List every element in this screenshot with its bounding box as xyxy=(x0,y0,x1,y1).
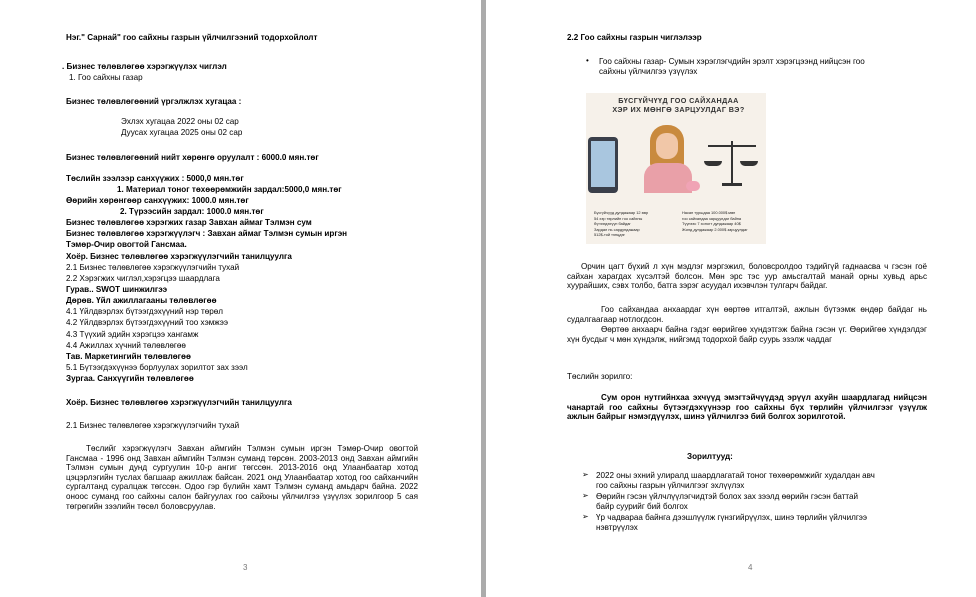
piggy-bank-icon xyxy=(686,181,700,191)
objective-text: гоо сайхны газрын үйлчилгээг эхлүүлэх xyxy=(596,481,745,490)
doc-line: Бизнес төлөвлөгөөний нийт хөрөнгө оруулалт : 6000.0 мян.төг xyxy=(66,153,319,162)
infographic-title-line: БҮСГҮЙЧҮҮД ГОО САЙХАНДАА xyxy=(618,96,739,105)
infographic-text: Түүнээс 7 хоногт дундажаар 40$ xyxy=(682,221,741,227)
bullet-text: Гоо сайхны газар- Сумын хэрэглэгчдийн эрэлт хэрэгцээнд нийцсэн гоо xyxy=(599,57,865,66)
objective-text: 2022 оны эхний улиралд шаардлагатай тоног төхөөрөмжийг худалдан авч xyxy=(596,471,875,480)
document-page-4 xyxy=(486,0,976,597)
page-heading: Нэг." Сарнай" гоо сайхны газрын үйлчилгээний тодорхойлолт xyxy=(66,33,318,42)
infographic-left-text xyxy=(594,210,648,238)
doc-line: 4.2 Үйлдвэрлэх бүтээгдэхүүний тоо хэмжээ xyxy=(66,318,228,327)
doc-line: Төслийн зээлээр санхүүжих : 5000,0 мян.төг xyxy=(66,174,244,183)
doc-line: Тэмөр-Очир овогтой Гансмаа. xyxy=(66,240,187,249)
bullet-dot: • xyxy=(586,56,589,65)
doc-line: . Бизнес төлөвлөгөө хэрэгжүүлэх чиглэл xyxy=(62,62,227,71)
doc-line: 2.1 Бизнес төлөвлөгөө хэрэгжүүлэгчийн тухай xyxy=(66,421,240,430)
doc-line: 2. Түрээсийн зардал: 1000.0 мян.төг xyxy=(120,207,264,216)
arrow-bullet-icon: ➢ xyxy=(582,491,589,500)
section-heading: Хоёр. Бизнес төлөвлөгөө хэрэгжүүлэгчийн танилцуулга xyxy=(66,398,292,407)
doc-line: Өөрийн хөрөнгөөр санхүүжих: 1000.0 мян.төг xyxy=(66,196,249,205)
scale-icon xyxy=(704,137,760,189)
doc-line: Хоёр. Бизнес төлөвлөгөө хэрэгжүүлэгчийн танилцуулга xyxy=(66,252,292,261)
body-paragraph: Гоо сайхандаа анхаардаг хүн өөртөө итгалтэй, ажлын бүтээмж өндөр байдаг нь судалгаагаар нотлогдсон. xyxy=(567,305,927,324)
doc-line: 1. Материал тоног төхөөрөмжийн зардал:5000,0 мян.төг xyxy=(117,185,342,194)
page-number: 4 xyxy=(748,563,753,572)
infographic-title-line: ХЭР ИХ МӨНГӨ ЗАРЦУУЛДАГ ВЭ? xyxy=(612,105,745,114)
infographic-text: 54 хэр төрлийн гоо сайхны xyxy=(594,215,643,221)
arrow-bullet-icon: ➢ xyxy=(582,470,589,479)
doc-line: Дөрөв. Үйл ажиллагааны төлөвлөгөө xyxy=(66,296,217,305)
doc-line: 4.1 Үйлдвэрлэх бүтээгдэхүүний нэр төрөл xyxy=(66,307,223,316)
doc-line: 1. Гоо сайхны газар xyxy=(69,73,143,82)
infographic-right-text xyxy=(682,210,748,232)
infographic-text: гоо сайхандаа зарцуулдаг байна xyxy=(682,215,742,221)
doc-line: Тав. Маркетингийн төлөвлөгөө xyxy=(66,352,191,361)
arrow-bullet-icon: ➢ xyxy=(582,512,589,521)
infographic-title xyxy=(596,96,761,114)
doc-line: 4.4 Ажиллах хүчний төлөвлөгөө xyxy=(66,341,186,350)
doc-line: 2.1 Бизнес төлөвлөгөө хэрэгжүүлэгчийн тухай xyxy=(66,263,240,272)
infographic-text: Насан туршдаа 100.000$ мөн xyxy=(682,210,736,215)
infographic-text: 512$-той тэнцдэг xyxy=(594,232,625,238)
body-paragraph: Өөртөө анхаарч байна гэдэг өөрийгөө хүндэтгэж байна гэсэн үг. Өөрийгөө хүндэлдэг хүн бусдыг ч мөн хүндэлж, нийгэмд тодорхой байр суурь эзэлж чаддаг xyxy=(567,325,927,344)
doc-line: Бизнес төлөвлөгөөний үргэлжлэх хугацаа : xyxy=(66,97,242,106)
doc-line: Зургаа. Санхүүгийн төлөвлөгөө xyxy=(66,374,194,383)
infographic-text: Жилд дундажаар 2.000$ зарцуулдаг xyxy=(682,226,748,232)
page-heading: 2.2 Гоо сайхны газрын чиглэлээр xyxy=(567,33,702,42)
goal-heading: Төслийн зорилго: xyxy=(567,372,633,381)
infographic-text: Зардал нь сардундажаар xyxy=(594,226,640,232)
phone-icon xyxy=(588,137,618,193)
page-number: 3 xyxy=(243,563,248,572)
doc-line: 5.1 Бүтээгдэхүүнээ борлуулах зорилтот зах зээл xyxy=(66,363,248,372)
body-paragraph: Орчин цагт бүхий л хүн мэдлэг мэргэжил, боловсролдоо тэдийгүй гаднаасва ч гэсэн гоё сайхан харагдах хүсэлтэй болсон. Мөн эрс тэс уур амьсгалтай манай орны хувьд арьс хуурайших, сэвх толбо, батга зэрэг асуудал ихэвчлэн тулгарч байдаг. xyxy=(567,262,927,291)
objective-text: Үр чадвараа байнга дээшлүүлж гүнзгийрүүлэх, шинэ төрлийн үйлчилгээ xyxy=(596,513,868,522)
objective-text: байр суурийг бий болгох xyxy=(596,502,688,511)
infographic-image xyxy=(586,93,766,244)
objective-text: Өөрийн гэсэн үйлчлүүлэгчидтэй болох зах зээлд өөрийн гэсэн баттай xyxy=(596,492,859,501)
doc-line: Гурав.. SWOT шинжилгээ xyxy=(66,285,168,294)
objective-text: нэвтрүүлэх xyxy=(596,523,638,532)
doc-line: Дуусах хугацаа 2025 оны 02 сар xyxy=(121,128,243,137)
doc-line: 2.2 Хэрэгжих чиглэл,хэрэгцээ шаардлага xyxy=(66,274,220,283)
infographic-text: бүтээгдэхүүн байдаг xyxy=(594,221,631,227)
doc-line: Бизнес төлөвлөгөө хэрэгжүүлэгч : Завхан аймаг Тэлмэн сумын иргэн xyxy=(66,229,348,238)
goal-paragraph: Сум орон нутгийнхаа эхчүүд эмэгтэйчүүдэд эрүүл ахуйн шаардлагад нийцсэн чанартай гоо сайхны бүтээгдэхүүнээр гоо сайхны бүх төрлийн үйлчилгээг үзүүлж ажлын байрыг нэмэгдүүлэх, шинэ үйлчилгээ бий болгох зорилготой. xyxy=(567,393,927,422)
infographic-text: Бүсгүйчүүд дундажаар 12 өөр xyxy=(594,210,649,215)
bio-paragraph: Төслийг хэрэгжүүлэгч Завхан аймгийн Тэлмэн сумын иргэн Тэмөр-Очир овогтой Гансмаа - 1996 онд Завхан аймгийн Тэлмэн суманд төрсөн. 2003-2013 онд Завхан аймгийн Тэлмэн сумын дунд сургуулин 10-р ангиг төгссөн. 2013-2016 онд Улаанбаатар хотод цэцэрлэгийн туслах багшаар ажиллаж байсан. 2021 онд Улаанбаатар хотод гоо сайханчийн сургалтанд суралцаж төгссөн. Одоо гэр бүлийн хамт Тэлмэн суманд амьдарч байна. 2022 оноос суманд гоо сайхны салон байгуулах гоо сайхны үйлчилгээ үзүүлэх зорилгоор 5 сая төгрөгийн зээлийн төсөл боловсруулав. xyxy=(66,444,418,511)
doc-line: 4.3 Түүхий эдийн хэрэгцээ хангамж xyxy=(66,330,199,339)
doc-line: Эхлэх хугацаа 2022 оны 02 сар xyxy=(121,117,239,126)
objectives-heading: Зорилтууд: xyxy=(687,452,733,461)
bullet-text: сайхны үйлчилгээ үзүүлэх xyxy=(599,67,698,76)
document-page-3 xyxy=(0,0,481,597)
doc-line: Бизнес төлөвлөгөө хэрэгжих газар Завхан аймаг Тэлмэн сум xyxy=(66,218,312,227)
